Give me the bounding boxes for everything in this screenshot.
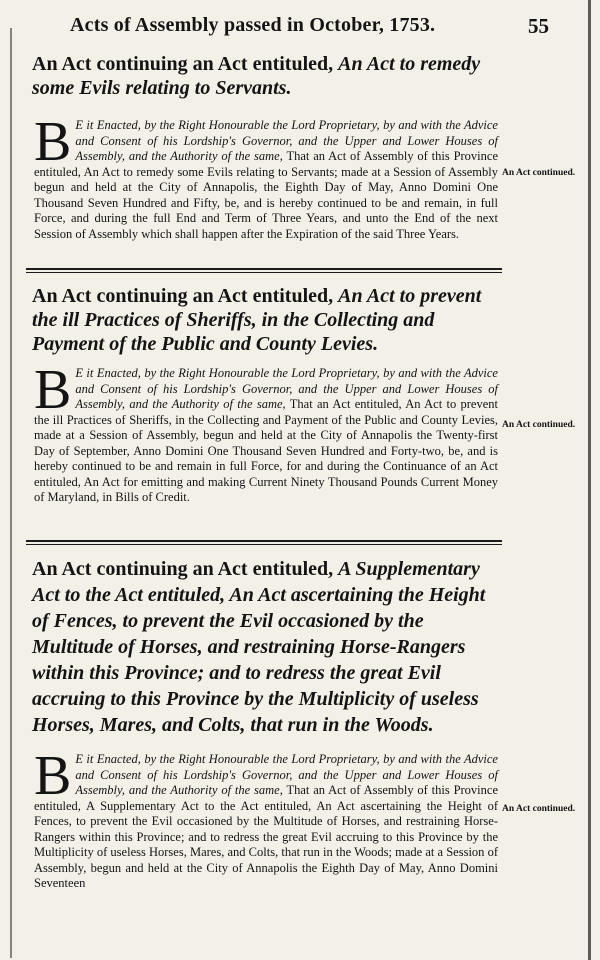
act-3-body <box>34 745 498 892</box>
act-1-body <box>34 111 498 242</box>
act-1-margin-note: An Act continued. <box>502 168 576 178</box>
act-2-title <box>32 284 502 356</box>
act-1-enacting-clause: E it Enacted, by the Right Honourable the Lord Proprietary, by and with the Advice and Consent of his Lordship's Governor, and the Upper and Lower Houses of Assembly, and the Authority of the same, <box>75 118 498 163</box>
act-3-title-italic: A Supplementary Act to the Act entituled, An Act ascertaining the Height of Fences, to prevent the Evil occasioned by the Multitude of Horses, and restraining Horse-Rangers within this Province; and to redress the great Evil accruing to this Province by the Multiplicity of useless Horses, Mares, and Colts, that run in the Woods. <box>32 558 486 736</box>
act-2-dropcap: B <box>34 359 72 421</box>
act-1-text: That an Act of Assembly of this Province entituled, An Act to remedy some Evils relating to Servants; made at a Session of Assembly begun and held at the City of Annapolis, the Eighth Day of May, Anno Domini One Thousand Seven Hundred and Fifty, be, and is hereby continued to be and remain, in full Force, and during the full End and Term of Three Years, and unto the End of the next Session of Assembly which shall happen after the Expiration of the said Three Years. <box>34 149 498 241</box>
act-1-title-roman: An Act continuing an Act entituled, <box>32 53 339 75</box>
act-3-text: That an Act of Assembly of this Province entituled, A Supplementary Act to the Act entituled, An Act ascertaining the Height of Fences, to prevent the Evil occasioned by the Multitude of Horses, and restraining Horse-Rangers within this Province; and to redress the great Evil accruing to this Province by the Multiplicity of useless Horses, Mares, and Colts, that run in the Woods; made at a Session of Assembly, begun and held at the City of Annapolis the Eighth Day of May, Anno Domini Seventeen <box>34 783 498 890</box>
act-3-margin-note: An Act continued. <box>502 804 576 814</box>
act-3-enacting-clause: E it Enacted, by the Right Honourable the Lord Proprietary, by and with the Advice and Consent of his Lordship's Governor, and the Upper and Lower Houses of Assembly, and the Authority of the same, <box>75 752 498 797</box>
section-divider-1 <box>26 268 502 270</box>
act-1-title-italic: An Act to remedy some Evils relating to Servants. <box>32 53 481 99</box>
page-right-edge <box>588 0 591 960</box>
section-divider-2 <box>26 540 502 542</box>
section-divider-1b <box>26 272 502 273</box>
act-2-title-italic: An Act to prevent the ill Practices of Sheriffs, in the Collecting and Payment of the Public and County Levies. <box>32 285 482 355</box>
page-left-edge <box>10 28 12 958</box>
page-number: 55 <box>528 14 549 38</box>
act-2-title-roman: An Act continuing an Act entituled, <box>32 285 339 307</box>
act-2-margin-note: An Act continued. <box>502 420 576 430</box>
act-2-body <box>34 359 499 506</box>
act-3-title-roman: An Act continuing an Act entituled, <box>32 558 339 580</box>
act-1-dropcap: B <box>34 111 72 173</box>
act-2-text: That an Act entituled, An Act to prevent the ill Practices of Sheriffs, in the Collecting and Payment of the Public and County Levies, made at a Session of Assembly, begun and held at the City of Annapolis the Twenty-first Day of September, Anno Domini One Thousand Seven Hundred and Forty-two, be, and is hereby continued to be and remain in full Force, for and during the Continuance of an Act entituled, An Act for emitting and making Current Ninety Thousand Pounds Current Money of Maryland, in Bills of Credit. <box>34 397 499 504</box>
section-divider-2b <box>26 544 502 545</box>
act-3-dropcap: B <box>34 745 72 807</box>
act-1-title <box>32 52 502 100</box>
act-2-enacting-clause: E it Enacted, by the Right Honourable the Lord Proprietary, by and with the Advice and Consent of his Lordship's Governor, and the Upper and Lower Houses of Assembly, and the Authority of the same, <box>75 366 498 411</box>
running-head: Acts of Assembly passed in October, 1753. <box>70 14 436 36</box>
act-3-title <box>32 556 502 738</box>
